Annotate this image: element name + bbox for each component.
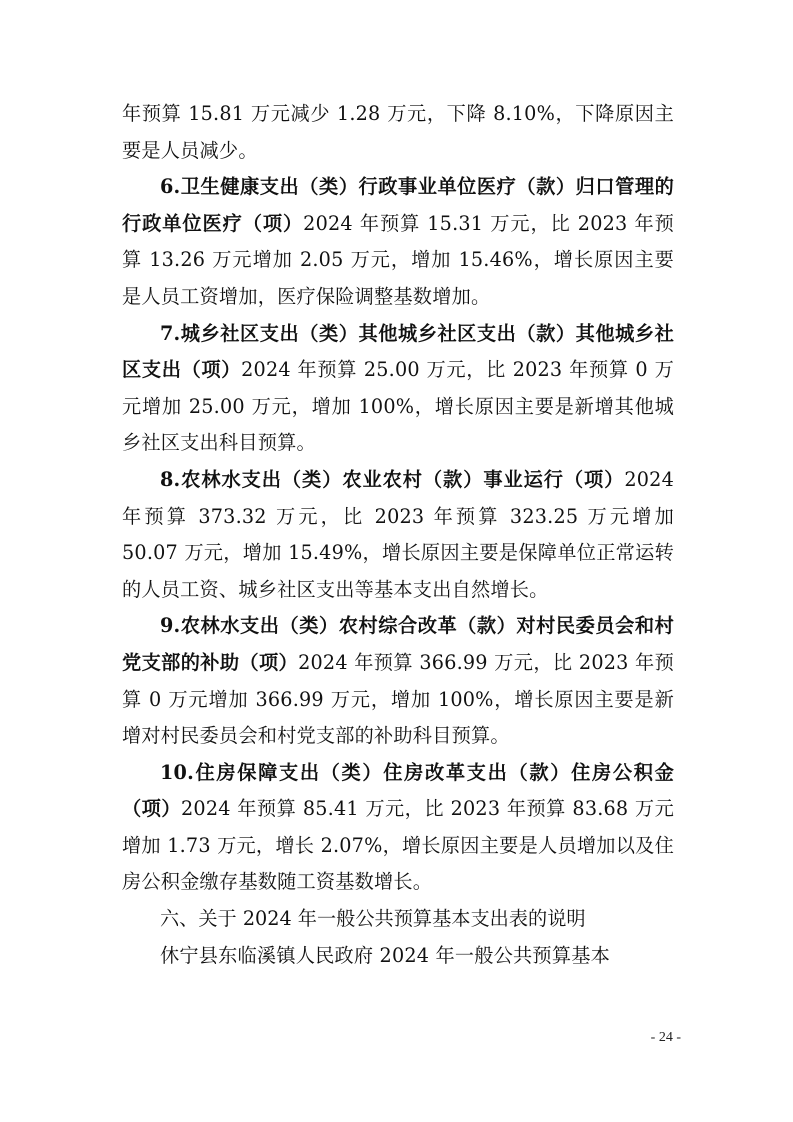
body-text [122, 96, 674, 974]
paragraph-text: 2024 年预算 85.41 万元，比 2023 年预算 83.68 万元增加 1.73 万元，增长 2.07%，增长原因主要是人员增加以及住房公积金缴存基数随工资基数增长。 [122, 797, 674, 894]
paragraph-text: 休宁县东临溪镇人民政府 2024 年一般公共预算基本 [160, 943, 610, 967]
paragraph-text: 年预算 15.81 万元减少 1.28 万元，下降 8.10%，下降原因主要是人员减少。 [122, 102, 674, 162]
paragraph-7-urban-rural [122, 316, 674, 462]
paragraph-10-housing [122, 755, 674, 901]
section-heading: 六、关于 2024 年一般公共预算基本支出表的说明 [160, 907, 586, 931]
paragraph-9-village-subsidy [122, 608, 674, 754]
paragraph-heading: 6.卫生健康支出（类）行政事业单位医疗（款）归口管理的行政单位医疗（项） [122, 175, 674, 235]
paragraph-5-continued [122, 96, 674, 169]
paragraph-heading: 9.农林水支出（类）农村综合改革（款）对村民委员会和村党支部的补助（项） [122, 614, 674, 674]
paragraph-text: 2024 年预算 373.32 万元，比 2023 年预算 323.25 万元增加 50.07 万元，增加 15.49%，增长原因主要是保障单位正常运转的人员工资、城乡社区支出等基本支出自然增长。 [122, 467, 674, 601]
paragraph-heading: 10.住房保障支出（类）住房改革支出（款）住房公积金（项） [122, 760, 674, 821]
paragraph-section-6-intro [122, 938, 674, 975]
page-number: - 24 - [650, 1030, 681, 1045]
paragraph-heading: 7.城乡社区支出（类）其他城乡社区支出（款）其他城乡社区支出（项） [122, 321, 674, 382]
paragraph-text: 2024 年预算 366.99 万元，比 2023 年预算 0 万元增加 366.99 万元，增加 100%，增长原因主要是新增对村民委员会和村党支部的补助科目预算。 [122, 650, 674, 748]
paragraph-text: 2024 年预算 15.31 万元，比 2023 年预算 13.26 万元增加 2.05 万元，增加 15.46%，增长原因主要是人员工资增加，医疗保险调整基数增加。 [122, 211, 674, 308]
paragraph-text: 2024 年预算 25.00 万元，比 2023 年预算 0 万元增加 25.00 万元，增加 100%，增长原因主要是新增其他城乡社区支出科目预算。 [122, 358, 674, 455]
paragraph-6-health [122, 169, 674, 315]
paragraph-8-agriculture [122, 462, 674, 608]
paragraph-heading: 8.农林水支出（类）农业农村（款）事业运行（项） [160, 467, 625, 491]
